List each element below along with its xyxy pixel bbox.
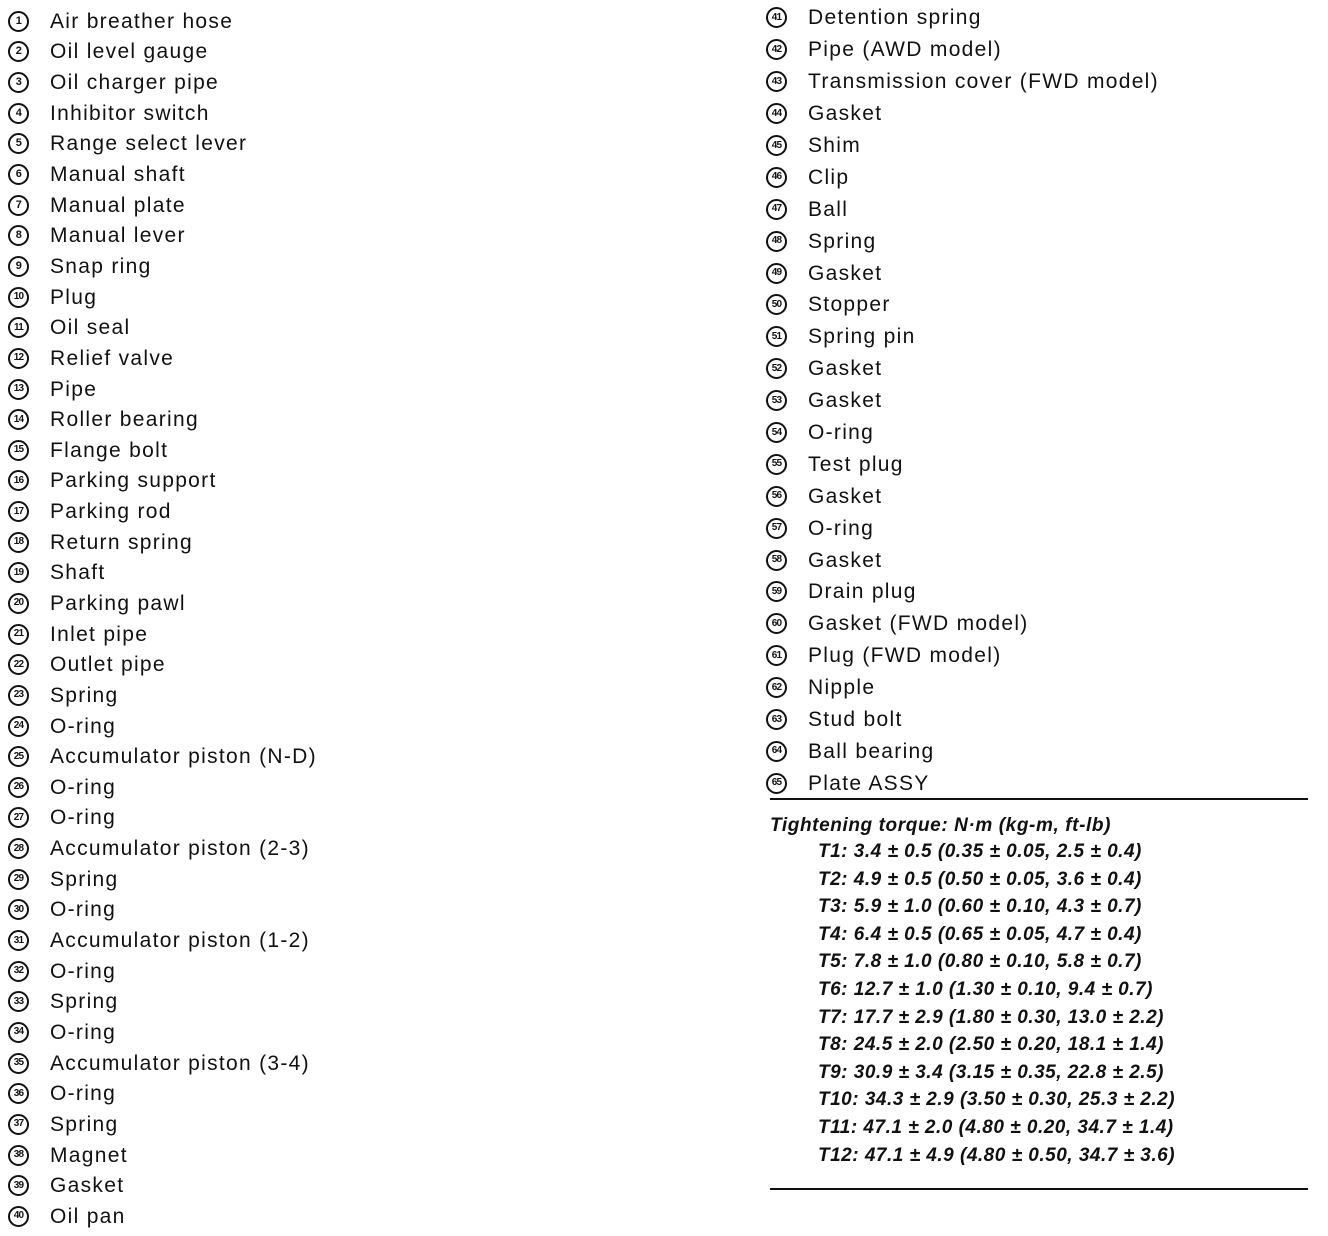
part-number-badge: 5 <box>8 133 29 154</box>
part-number-badge: 54 <box>766 422 787 443</box>
part-item <box>766 353 1318 385</box>
part-name: Gasket <box>808 484 883 508</box>
part-number-badge: 22 <box>8 654 29 675</box>
part-name: Accumulator piston (3-4) <box>50 1051 310 1075</box>
part-item <box>8 1109 748 1140</box>
part-number-badge: 61 <box>766 645 787 666</box>
part-name: Oil charger pipe <box>50 71 220 95</box>
part-name: Gasket <box>808 357 883 381</box>
parts-list-left <box>8 0 748 1232</box>
tightening-torque-block <box>770 798 1308 1173</box>
part-item <box>766 735 1318 767</box>
part-number-badge: 37 <box>8 1114 29 1135</box>
part-item <box>8 527 748 558</box>
part-name: Magnet <box>50 1143 128 1167</box>
part-item <box>8 987 748 1018</box>
part-number-badge: 6 <box>8 164 29 185</box>
part-name: Spring <box>808 229 877 253</box>
part-item <box>8 129 748 160</box>
part-name: Spring <box>50 1112 119 1136</box>
part-number-badge: 47 <box>766 199 787 220</box>
part-item <box>766 448 1318 480</box>
part-number-badge: 38 <box>8 1145 29 1166</box>
part-item <box>766 98 1318 130</box>
part-name: Spring <box>50 990 119 1014</box>
part-name: Gasket <box>808 389 883 413</box>
part-name: Ball <box>808 197 849 221</box>
part-item <box>766 321 1318 353</box>
part-number-badge: 16 <box>8 470 29 491</box>
torque-bottom-rule <box>770 1188 1308 1190</box>
part-item <box>766 66 1318 98</box>
part-item <box>8 680 748 711</box>
part-number-badge: 21 <box>8 624 29 645</box>
part-name: O-ring <box>808 516 875 540</box>
torque-spec-item: T10: 34.3 ± 2.9 (3.50 ± 0.30, 25.3 ± 2.2) <box>818 1089 1176 1111</box>
part-name: Flange bolt <box>50 438 169 462</box>
torque-spec-list <box>770 842 1308 1173</box>
part-item <box>766 289 1318 321</box>
part-item <box>8 1170 748 1201</box>
part-item <box>8 282 748 313</box>
part-number-badge: 24 <box>8 716 29 737</box>
part-item <box>8 1017 748 1048</box>
part-item <box>8 190 748 221</box>
part-item <box>766 417 1318 449</box>
part-number-badge: 12 <box>8 348 29 369</box>
torque-title: Tightening torque: N·m (kg-m, ft-lb) <box>770 815 1112 836</box>
part-number-badge: 26 <box>8 777 29 798</box>
part-name: Gasket (FWD model) <box>808 612 1029 636</box>
part-name: Plug <box>50 285 98 309</box>
part-name: Snap ring <box>50 254 152 278</box>
part-item <box>766 2 1318 34</box>
part-name: Stopper <box>808 293 891 317</box>
part-name: Clip <box>808 165 850 189</box>
part-item <box>766 544 1318 576</box>
part-number-badge: 11 <box>8 317 29 338</box>
part-number-badge: 40 <box>8 1206 29 1227</box>
part-number-badge: 53 <box>766 390 787 411</box>
part-number-badge: 3 <box>8 72 29 93</box>
part-number-badge: 63 <box>766 709 787 730</box>
part-item <box>8 374 748 405</box>
part-item <box>766 767 1318 799</box>
part-number-badge: 15 <box>8 440 29 461</box>
part-item <box>8 803 748 834</box>
part-item <box>766 576 1318 608</box>
part-name: Accumulator piston (1-2) <box>50 929 310 953</box>
part-number-badge: 8 <box>8 225 29 246</box>
part-number-badge: 48 <box>766 231 787 252</box>
part-number-badge: 18 <box>8 532 29 553</box>
part-number-badge: 20 <box>8 593 29 614</box>
part-item <box>766 130 1318 162</box>
part-name: Inhibitor switch <box>50 101 210 125</box>
part-item <box>8 312 748 343</box>
part-name: Nipple <box>808 676 876 700</box>
part-item <box>766 672 1318 704</box>
part-number-badge: 33 <box>8 991 29 1012</box>
part-number-badge: 46 <box>766 167 787 188</box>
part-number-badge: 17 <box>8 501 29 522</box>
part-number-badge: 50 <box>766 294 787 315</box>
part-item <box>8 98 748 129</box>
torque-spec-item: T11: 47.1 ± 2.0 (4.80 ± 0.20, 34.7 ± 1.4) <box>818 1116 1174 1138</box>
part-name: Parking support <box>50 469 217 493</box>
part-number-badge: 57 <box>766 518 787 539</box>
part-number-badge: 34 <box>8 1022 29 1043</box>
torque-spec-item: T12: 47.1 ± 4.9 (4.80 ± 0.50, 34.7 ± 3.6) <box>818 1144 1176 1166</box>
part-name: Parking rod <box>50 500 172 524</box>
part-name: Range select lever <box>50 132 248 156</box>
part-item <box>8 496 748 527</box>
part-name: Air breather hose <box>50 9 234 33</box>
part-item <box>8 558 748 589</box>
part-item <box>8 466 748 497</box>
part-number-badge: 55 <box>766 454 787 475</box>
part-number-badge: 52 <box>766 358 787 379</box>
part-name: O-ring <box>50 1020 117 1044</box>
part-item <box>8 649 748 680</box>
part-number-badge: 30 <box>8 899 29 920</box>
part-item <box>8 925 748 956</box>
torque-spec-item: T3: 5.9 ± 1.0 (0.60 ± 0.10, 4.3 ± 0.7) <box>818 896 1142 918</box>
part-name: Return spring <box>50 530 193 554</box>
torque-spec-item: T4: 6.4 ± 0.5 (0.65 ± 0.05, 4.7 ± 0.4) <box>818 923 1142 945</box>
parts-list-right <box>766 0 1318 799</box>
torque-spec-item: T5: 7.8 ± 1.0 (0.80 ± 0.10, 5.8 ± 0.7) <box>818 951 1142 973</box>
part-number-badge: 19 <box>8 562 29 583</box>
part-number-badge: 10 <box>8 287 29 308</box>
part-item <box>766 640 1318 672</box>
torque-spec-item: T9: 30.9 ± 3.4 (3.15 ± 0.35, 22.8 ± 2.5) <box>818 1061 1164 1083</box>
part-name: O-ring <box>808 421 875 445</box>
torque-top-rule <box>770 798 1308 800</box>
part-number-badge: 44 <box>766 103 787 124</box>
part-name: Drain plug <box>808 580 917 604</box>
part-name: Ball bearing <box>808 739 935 763</box>
part-number-badge: 39 <box>8 1175 29 1196</box>
part-item <box>766 704 1318 736</box>
part-number-badge: 41 <box>766 7 787 28</box>
part-number-badge: 31 <box>8 930 29 951</box>
part-item <box>8 864 748 895</box>
part-name: O-ring <box>50 1082 117 1106</box>
part-item <box>8 833 748 864</box>
part-number-badge: 1 <box>8 11 29 32</box>
part-number-badge: 49 <box>766 263 787 284</box>
part-name: Transmission cover (FWD model) <box>808 70 1159 94</box>
part-item <box>766 257 1318 289</box>
part-item <box>8 404 748 435</box>
part-number-badge: 25 <box>8 746 29 767</box>
part-name: Spring <box>50 683 119 707</box>
part-item <box>8 711 748 742</box>
part-item <box>766 193 1318 225</box>
part-item <box>8 619 748 650</box>
part-item <box>8 1140 748 1171</box>
part-item <box>766 480 1318 512</box>
part-number-badge: 42 <box>766 39 787 60</box>
part-name: Gasket <box>808 102 883 126</box>
part-name: Oil level gauge <box>50 40 209 64</box>
part-item <box>8 895 748 926</box>
part-name: O-ring <box>50 806 117 830</box>
part-number-badge: 35 <box>8 1053 29 1074</box>
parts-list-right-column <box>766 0 1318 799</box>
part-number-badge: 27 <box>8 807 29 828</box>
part-item <box>8 6 748 37</box>
part-number-badge: 45 <box>766 135 787 156</box>
part-item <box>8 1048 748 1079</box>
part-number-badge: 60 <box>766 613 787 634</box>
part-name: Stud bolt <box>808 708 903 732</box>
part-name: Shaft <box>50 561 106 585</box>
part-name: Accumulator piston (2-3) <box>50 837 310 861</box>
part-name: Outlet pipe <box>50 653 166 677</box>
part-number-badge: 29 <box>8 869 29 890</box>
part-item <box>766 161 1318 193</box>
part-number-badge: 32 <box>8 961 29 982</box>
part-item <box>8 588 748 619</box>
part-item <box>8 1201 748 1232</box>
part-number-badge: 2 <box>8 41 29 62</box>
part-name: Inlet pipe <box>50 622 149 646</box>
part-name: Plug (FWD model) <box>808 644 1002 668</box>
part-item <box>8 159 748 190</box>
part-number-badge: 28 <box>8 838 29 859</box>
part-name: Manual plate <box>50 193 186 217</box>
part-number-badge: 23 <box>8 685 29 706</box>
part-item <box>766 512 1318 544</box>
part-name: Pipe <box>50 377 98 401</box>
part-name: Parking pawl <box>50 591 186 615</box>
part-name: Spring pin <box>808 325 916 349</box>
part-name: Oil seal <box>50 316 131 340</box>
part-name: O-ring <box>50 714 117 738</box>
part-item <box>766 34 1318 66</box>
part-name: Plate ASSY <box>808 771 930 795</box>
part-name: Shim <box>808 134 862 157</box>
part-number-badge: 64 <box>766 741 787 762</box>
part-item <box>8 1078 748 1109</box>
part-name: Oil pan <box>50 1204 126 1228</box>
part-name: O-ring <box>50 775 117 799</box>
part-name: O-ring <box>50 959 117 983</box>
part-name: Gasket <box>808 548 883 572</box>
part-name: O-ring <box>50 898 117 922</box>
part-name: Test plug <box>808 452 904 476</box>
part-number-badge: 7 <box>8 195 29 216</box>
part-number-badge: 56 <box>766 486 787 507</box>
torque-spec-item: T2: 4.9 ± 0.5 (0.50 ± 0.05, 3.6 ± 0.4) <box>818 868 1142 890</box>
part-name: Manual lever <box>50 224 186 248</box>
part-item <box>8 772 748 803</box>
part-item <box>766 385 1318 417</box>
torque-spec-item: T6: 12.7 ± 1.0 (1.30 ± 0.10, 9.4 ± 0.7) <box>818 978 1153 1000</box>
part-item <box>8 67 748 98</box>
part-number-badge: 14 <box>8 409 29 430</box>
part-item <box>8 37 748 68</box>
part-item <box>8 435 748 466</box>
part-number-badge: 36 <box>8 1083 29 1104</box>
part-name: Relief valve <box>50 346 175 370</box>
part-name: Spring <box>50 867 119 891</box>
torque-spec-item: T8: 24.5 ± 2.0 (2.50 ± 0.20, 18.1 ± 1.4) <box>818 1034 1164 1056</box>
part-item <box>8 220 748 251</box>
part-name: Gasket <box>808 261 883 285</box>
part-number-badge: 65 <box>766 773 787 794</box>
part-number-badge: 62 <box>766 677 787 698</box>
parts-list-left-column <box>8 0 748 1232</box>
part-item <box>8 956 748 987</box>
part-number-badge: 9 <box>8 256 29 277</box>
torque-spec-item: T1: 3.4 ± 0.5 (0.35 ± 0.05, 2.5 ± 0.4) <box>818 841 1142 862</box>
torque-spec-item: T7: 17.7 ± 2.9 (1.80 ± 0.30, 13.0 ± 2.2) <box>818 1006 1164 1028</box>
part-number-badge: 58 <box>766 550 787 571</box>
part-name: Accumulator piston (N-D) <box>50 745 317 769</box>
part-item <box>8 251 748 282</box>
part-number-badge: 51 <box>766 326 787 347</box>
part-name: Roller bearing <box>50 408 199 432</box>
part-name: Gasket <box>50 1174 125 1198</box>
part-item <box>8 741 748 772</box>
part-number-badge: 59 <box>766 581 787 602</box>
part-number-badge: 43 <box>766 71 787 92</box>
part-item <box>766 608 1318 640</box>
part-name: Detention spring <box>808 6 982 30</box>
part-item <box>8 343 748 374</box>
part-item <box>766 225 1318 257</box>
part-number-badge: 4 <box>8 103 29 124</box>
part-name: Pipe (AWD model) <box>808 38 1002 62</box>
part-number-badge: 13 <box>8 379 29 400</box>
part-name: Manual shaft <box>50 163 186 187</box>
